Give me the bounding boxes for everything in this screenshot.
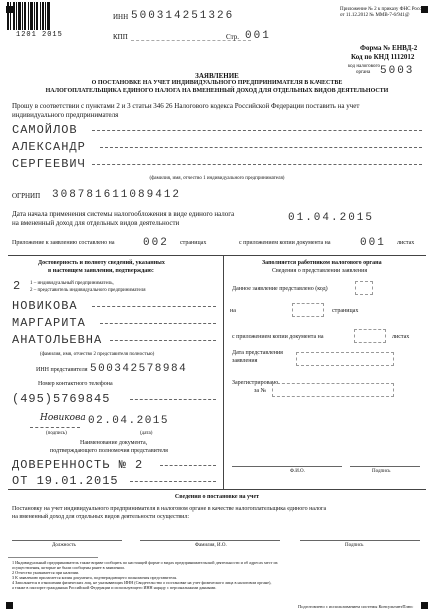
bottom-sign-line: [300, 540, 420, 541]
footnote-1-cont: осуществления, которые не были сообщены ранее в заявлении.: [12, 565, 125, 570]
footer-credit: Подготовлено с использованием системы КонсультантПлюс: [298, 604, 414, 609]
bottom-fio-caption: Фамилия, И.О.: [195, 543, 227, 548]
rep-patronymic-fill: [110, 340, 216, 341]
appendix-line2: от 11.12.2012 № ММВ-7-6/941@: [340, 13, 410, 18]
tax-org-code-field[interactable]: 5003: [380, 65, 415, 77]
bottom-fio-line: [140, 540, 280, 541]
office-pages-word: страницах: [332, 308, 359, 314]
barcode: [7, 2, 51, 30]
footnote-1: 1 Индивидуальный предприниматель также вправе сообщить по настоящей форме о видах предпринимательской деятельности и об адресах мест их: [12, 560, 278, 565]
office-title: Заполняется работником налогового органа: [262, 260, 382, 266]
footnote-4-cont: а также в паспорте гражданина Российской Федерации и использующего ИНН наряду с персональными данными.: [12, 585, 217, 590]
footnote-2: 2 Отчество указывается при наличии.: [12, 570, 80, 575]
doc-line2-field[interactable]: ОТ 19.01.2015: [12, 474, 119, 488]
attach-pages-word: страницах: [180, 240, 207, 246]
page-label: Стр.: [226, 33, 239, 41]
corner-marker-br: [421, 602, 428, 609]
office-fio-line: [232, 466, 342, 467]
phone-field[interactable]: (495)5769845: [12, 392, 111, 406]
signer-opt1: 1 – индивидуальный предприниматель,: [30, 281, 114, 286]
office-copies-box[interactable]: [354, 329, 386, 343]
inn-rep-field[interactable]: 500342578984: [90, 363, 188, 375]
with-copies-label: с приложением копии документа на: [232, 334, 324, 340]
fio-caption: (фамилия, имя, отчество 1 индивидуального предпринимателя): [149, 176, 285, 181]
knd-code: Код по КНД 1112012: [351, 53, 415, 61]
footnote-3: 3 К заявлению прилагается копия документа, подтверждающего полномочия представителя.: [12, 575, 178, 580]
sign-caption: (подпись): [46, 431, 67, 436]
patronymic-fill: [92, 164, 422, 165]
inn-field[interactable]: 500314251326: [131, 10, 235, 22]
signature: Новикова: [40, 413, 86, 423]
office-fio-caption: Ф.И.О.: [290, 469, 305, 474]
start-date-label1: Дата начала применения системы налогообложения в виде единого налога: [12, 210, 235, 218]
start-date-label2: на вмененный доход для отдельных видов деятельности: [12, 219, 180, 227]
reg-info-title: Сведения о постановке на учет: [174, 494, 260, 500]
office-date-box[interactable]: [296, 352, 394, 366]
office-pages-box[interactable]: [292, 303, 324, 317]
presented-label: Данное заявление представлено (код): [232, 286, 328, 292]
rep-caption: (фамилия, имя, отчество 2 представителя полностью): [40, 352, 155, 357]
ogrnip-label: ОГРНИП: [12, 192, 41, 200]
sign-date-field[interactable]: 02.04.2015: [88, 415, 170, 427]
reg-info-line2: на вмененный доход для отдельных видов деятельности осуществил:: [12, 514, 190, 520]
signature-line: [30, 427, 80, 428]
name-field[interactable]: АЛЕКСАНДР: [12, 140, 86, 154]
tax-org-label1: код налогового: [348, 64, 380, 69]
title-line3: НАЛОГОПЛАТЕЛЬЩИКА ЕДИНОГО НАЛОГА НА ВМЕНЕННЫЙ ДОХОД ДЛЯ ОТДЕЛЬНЫХ ВИДОВ ДЕЯТЕЛЬНОСТИ: [45, 88, 389, 94]
phone-fill: [130, 399, 216, 400]
ogrnip-field[interactable]: 308781611089412: [52, 189, 182, 201]
inn-rep-label: ИНН представителя: [36, 367, 88, 373]
bottom-sign-caption: Подпись: [345, 543, 364, 548]
reg-label1: Зарегистрировано: [232, 380, 279, 386]
doc-line1-fill: [160, 465, 216, 466]
page-field[interactable]: 001: [245, 30, 271, 42]
rep-name-fill: [100, 323, 216, 324]
office-sign-caption: Подпись: [372, 469, 391, 474]
rep-surname-field[interactable]: НОВИКОВА: [12, 299, 78, 313]
rep-surname-fill: [92, 306, 216, 307]
office-subtitle: Сведения о представлении заявления: [272, 268, 368, 274]
copies-sheets-word: листах: [397, 240, 415, 246]
rep-name-field[interactable]: МАРГАРИТА: [12, 316, 86, 330]
tax-org-label2: органа: [356, 70, 371, 75]
reg-number-box[interactable]: [272, 383, 394, 397]
section-divider-top: [8, 255, 426, 256]
title-line1: ЗАЯВЛЕНИЕ: [195, 72, 239, 80]
doc-line1-field[interactable]: ДОВЕРЕННОСТЬ № 2: [12, 458, 144, 472]
on-label: на: [230, 308, 236, 314]
corner-marker-bl: [6, 602, 13, 609]
appendix-line1: Приложение № 2 к приказу ФНС России: [340, 7, 427, 12]
position-caption: Должность: [52, 543, 76, 548]
doc-line2-fill: [130, 481, 216, 482]
inn-label: ИНН: [113, 13, 129, 21]
request-line2: индивидуального предпринимателя: [12, 111, 119, 119]
confirm-title2: в настоящем заявлении, подтверждаю:: [48, 268, 154, 274]
presented-code-box[interactable]: [355, 281, 373, 295]
position-line: [12, 540, 122, 541]
reg-info-line1: Постановку на учет индивидуального предпринимателя в налоговом органе в качестве налогоплательщика единого налога: [12, 506, 327, 512]
doc-label1: Наименование документа,: [80, 440, 148, 446]
title-line2: О ПОСТАНОВКЕ НА УЧЕТ ИНДИВИДУАЛЬНОГО ПРЕДПРИНИМАТЕЛЯ В КАЧЕСТВЕ: [91, 80, 343, 86]
copies-label: с приложением копии документа на: [239, 240, 331, 246]
column-divider: [223, 255, 224, 489]
start-date-field[interactable]: 01.04.2015: [288, 212, 375, 224]
footnote-4: 4 Заполняется в отношении физических лиц, не указывающих ИНН (Свидетельство о постановке на учет физического лица в налоговом органе),: [12, 580, 272, 585]
copies-field[interactable]: 001: [360, 237, 386, 249]
office-date-label2: заявления: [232, 358, 258, 364]
date-caption: (дата): [140, 431, 153, 436]
office-date-label1: Дата представления: [232, 350, 283, 356]
phone-label: Номер контактного телефона: [38, 381, 113, 387]
signer-opt2: 2 – представитель индивидуального предпринимателя: [30, 288, 146, 293]
request-line1: Прошу в соответствии с пунктами 2 и 3 статьи 346 26 Налогового кодекса Российской Федерации поставить на учет: [12, 102, 360, 110]
section-divider-bottom: [8, 489, 426, 490]
attach-label: Приложение к заявлению составлено на: [12, 240, 115, 246]
surname-field[interactable]: САМОЙЛОВ: [12, 123, 78, 137]
form-number: Форма № ЕНВД-2: [360, 44, 418, 52]
attach-pages-field[interactable]: 002: [143, 237, 169, 249]
office-sign-line: [350, 466, 420, 467]
confirm-title1: Достоверность и полноту сведений, указанных: [38, 260, 165, 266]
reg-label2: за №: [254, 388, 267, 394]
office-sheets-word: листах: [392, 334, 410, 340]
footnote-divider: [8, 557, 98, 558]
signer-code-field[interactable]: 2: [13, 279, 22, 293]
patronymic-field[interactable]: СЕРГЕЕВИЧ: [12, 157, 86, 171]
doc-label2: подтверждающего полномочия представителя: [50, 448, 168, 454]
rep-patronymic-field[interactable]: АНАТОЛЬЕВНА: [12, 333, 103, 347]
name-fill: [100, 147, 422, 148]
surname-fill: [92, 130, 422, 131]
kpp-label: КПП: [113, 33, 128, 41]
barcode-number: 1201 2015: [16, 31, 63, 39]
